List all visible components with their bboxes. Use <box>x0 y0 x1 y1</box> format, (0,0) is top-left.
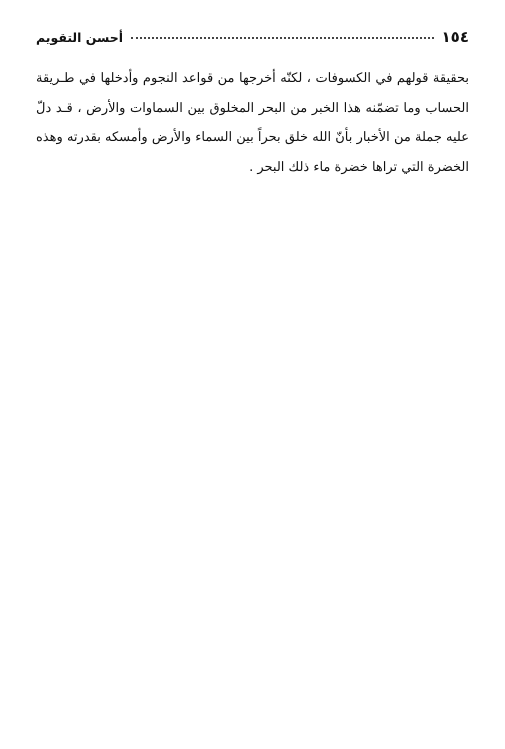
text-line: عليه جملة من الأخبار بأنّ الله خلق بحراً بين السماء والأرض وأمسكه بقدرته وهذه <box>36 130 469 145</box>
dot-leader <box>131 37 434 39</box>
text-line: الخضرة التي تراها خضرة ماء ذلك البحر . <box>249 159 469 175</box>
text-line: بحقيقة قولهم في الكسوفات ، لكنّه أخرجها من قواعد النجوم وأدخلها في طـريقة <box>36 71 469 86</box>
page-header <box>36 28 469 50</box>
page-number: ١٥٤ <box>441 28 469 46</box>
text-line: الحساب وما تضمّنه هذا الخبر من البحر المخلوق بين السماوات والأرض ، قـد دلّ <box>36 100 469 116</box>
body-paragraph <box>36 64 469 182</box>
running-title: أحسن التقويم <box>36 30 124 45</box>
